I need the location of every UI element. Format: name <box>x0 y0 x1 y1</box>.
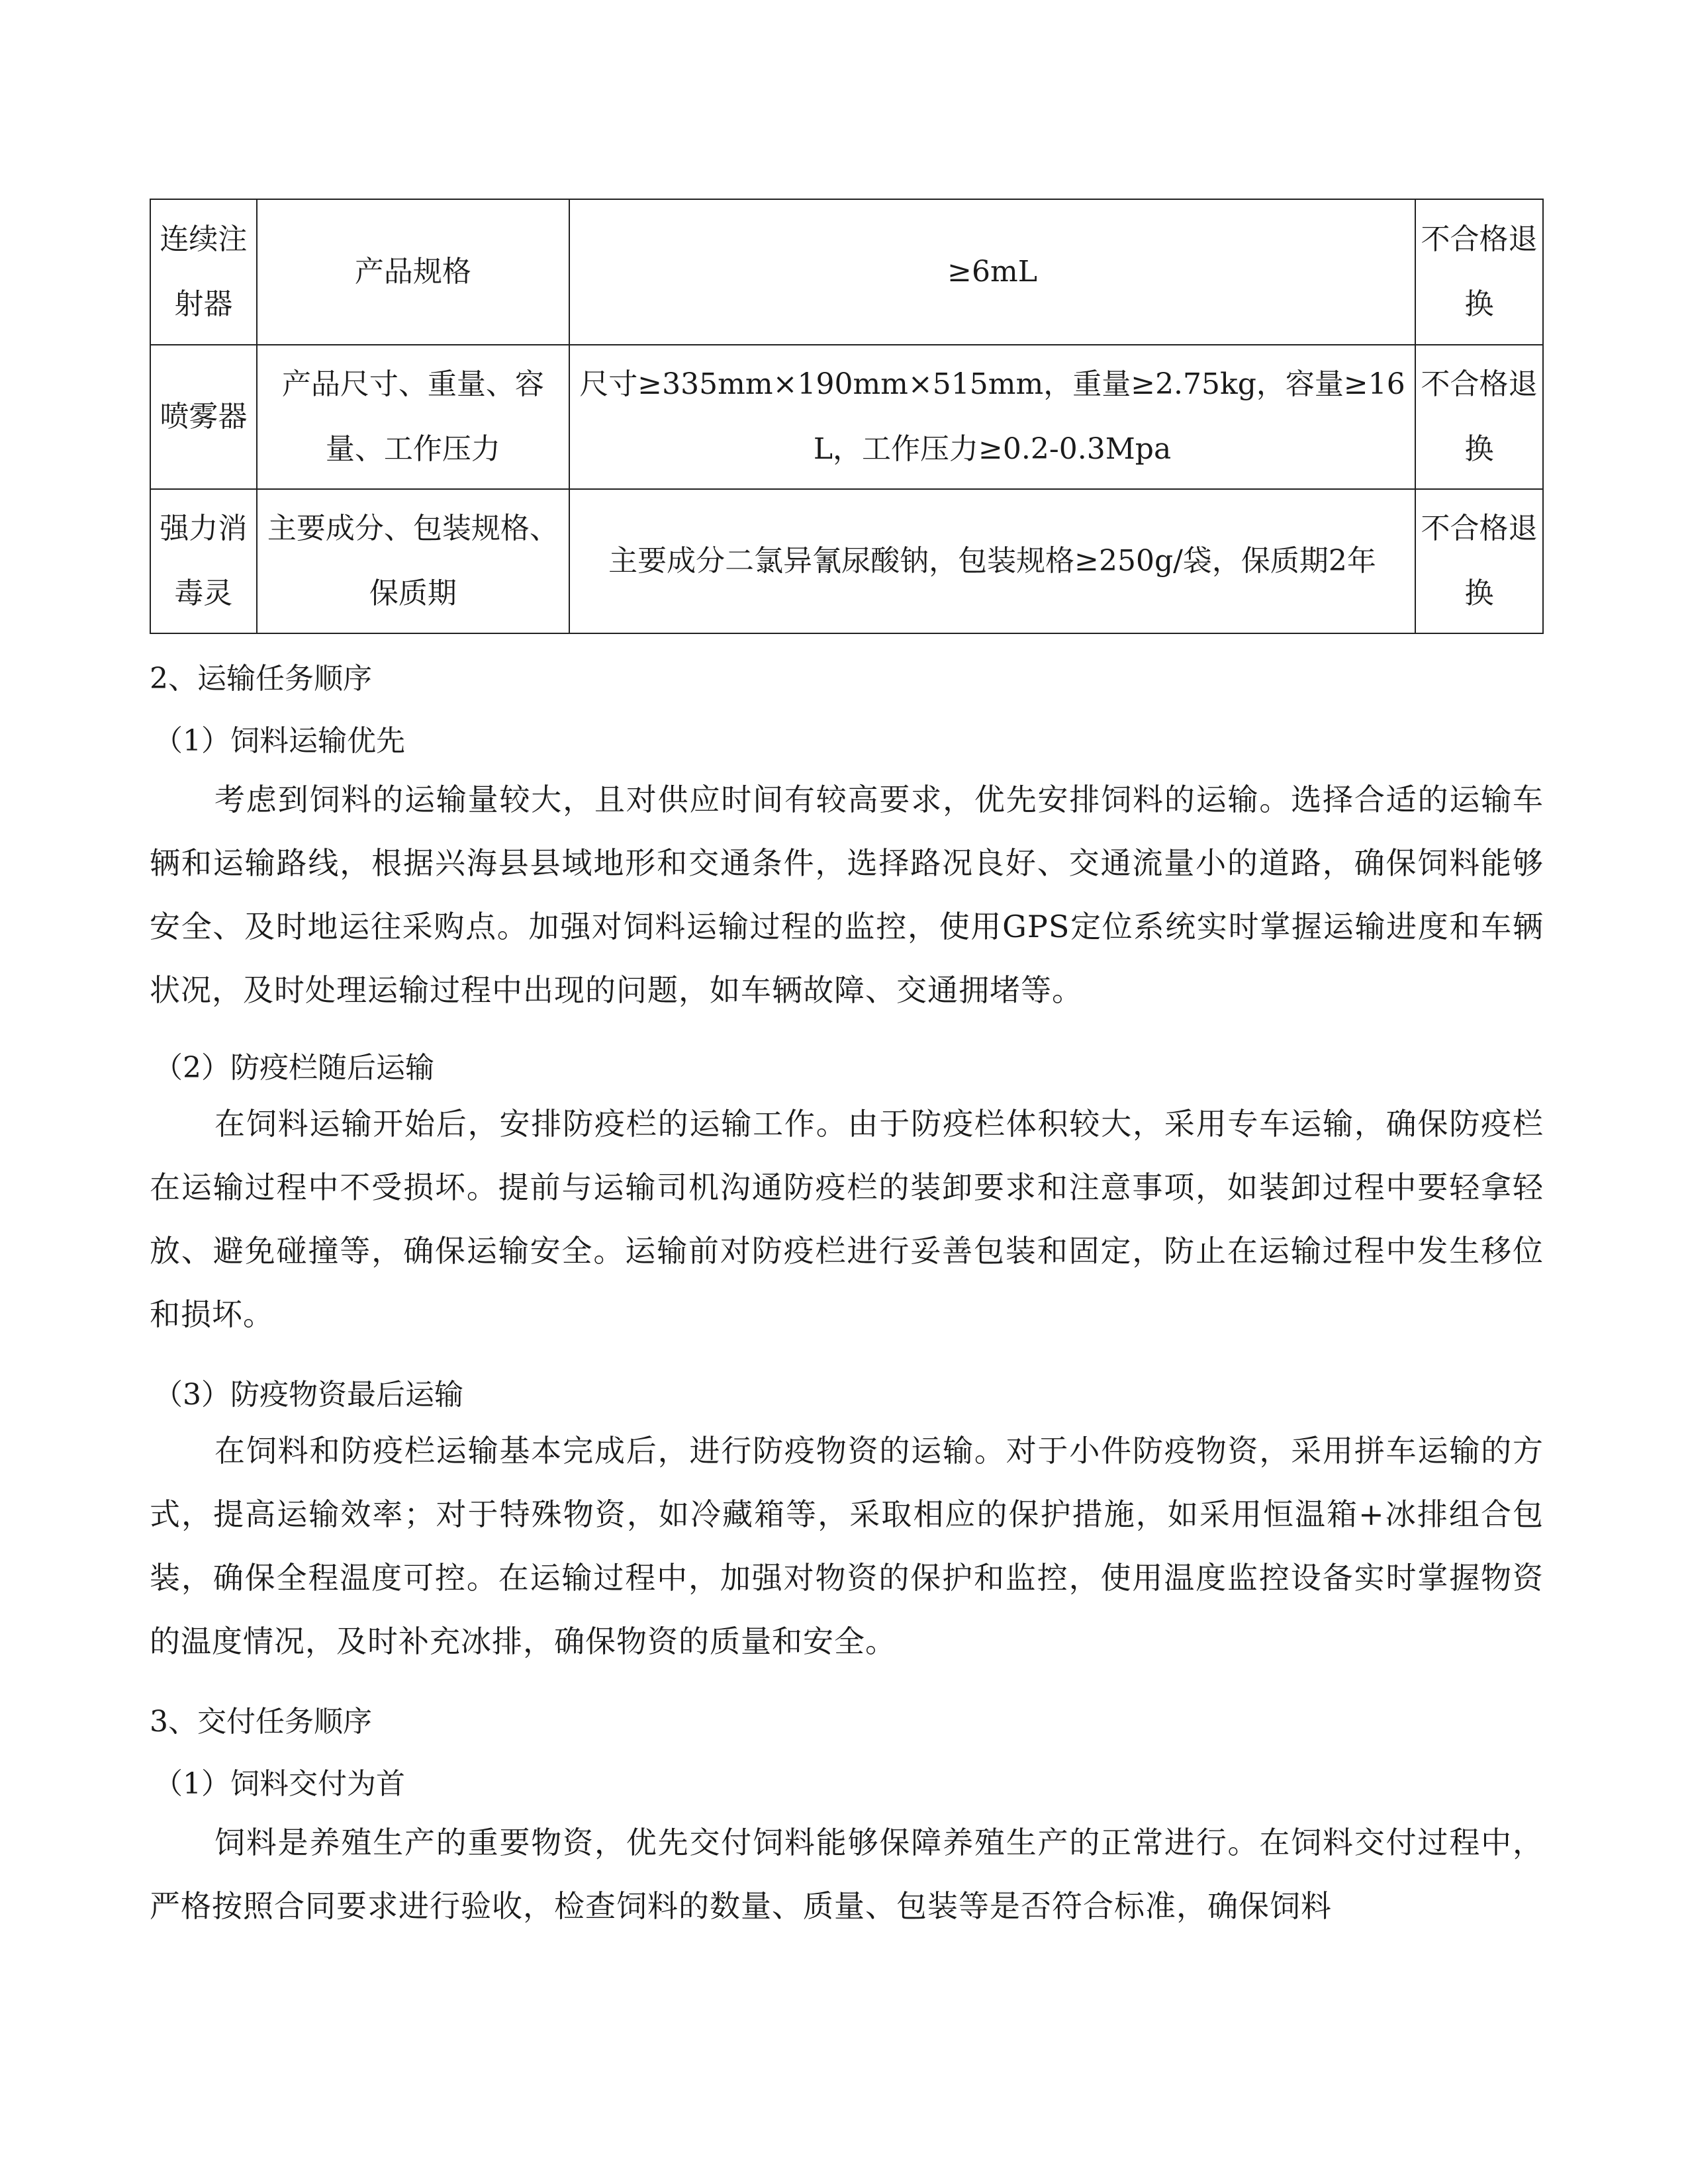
section-3-1-paragraph: 饲料是养殖生产的重要物资，优先交付饲料能够保障养殖生产的正常进行。在饲料交付过程中，严格按照合同要求进行验收，检查饲料的数量、质量、包装等是否符合标准，确保饲料 <box>150 1825 1544 1924</box>
table-cell-item: 连续注射器 <box>150 199 257 345</box>
section-2-2-paragraph: 在饲料运输开始后，安排防疫栏的运输工作。由于防疫栏体积较大，采用专车运输，确保防疫栏在运输过程中不受损坏。提前与运输司机沟通防疫栏的装卸要求和注意事项，如装卸过程中要轻拿轻放、避免碰撞等，确保运输安全。运输前对防疫栏进行妥善包装和固定，防止在运输过程中发生移位和损坏。 <box>150 1106 1544 1332</box>
table-cell-attribute: 主要成分、包装规格、保质期 <box>257 489 569 633</box>
section-2-heading: 2、运输任务顺序 <box>150 662 372 696</box>
table-row <box>150 489 1543 633</box>
table-cell-action: 不合格退换 <box>1415 489 1543 633</box>
table-cell-action: 不合格退换 <box>1415 199 1543 345</box>
section-2-1-heading: （1）饲料运输优先 <box>154 724 405 758</box>
table-row <box>150 199 1543 345</box>
table-cell-item: 强力消毒灵 <box>150 489 257 633</box>
section-2-3-paragraph: 在饲料和防疫栏运输基本完成后，进行防疫物资的运输。对于小件防疫物资，采用拼车运输的方式，提高运输效率；对于特殊物资，如冷藏箱等，采取相应的保护措施，如采用恒温箱+冰排组合包装，确保全程温度可控。在运输过程中，加强对物资的保护和监控，使用温度监控设备实时掌握物资的温度情况，及时补充冰排，确保物资的质量和安全。 <box>150 1433 1544 1659</box>
section-3-1-heading: （1）饲料交付为首 <box>154 1767 405 1801</box>
section-2-2-heading: （2）防疫栏随后运输 <box>154 1051 434 1085</box>
table-row <box>150 345 1543 489</box>
table-cell-requirement: ≥6mL <box>569 199 1415 345</box>
section-2-3-heading: （3）防疫物资最后运输 <box>154 1378 463 1412</box>
table-cell-item: 喷雾器 <box>150 345 257 489</box>
section-3-heading: 3、交付任务顺序 <box>150 1705 372 1739</box>
table-cell-action: 不合格退换 <box>1415 345 1543 489</box>
table-cell-requirement: 主要成分二氯异氰尿酸钠，包装规格≥250g/袋，保质期2年 <box>569 489 1415 633</box>
spec-table <box>150 199 1544 634</box>
table-cell-attribute: 产品尺寸、重量、容量、工作压力 <box>257 345 569 489</box>
table-cell-attribute: 产品规格 <box>257 199 569 345</box>
table-cell-requirement: 尺寸≥335mm×190mm×515mm，重量≥2.75kg，容量≥16L，工作压力≥0.2-0.3Mpa <box>569 345 1415 489</box>
section-2-1-paragraph: 考虑到饲料的运输量较大，且对供应时间有较高要求，优先安排饲料的运输。选择合适的运输车辆和运输路线，根据兴海县县域地形和交通条件，选择路况良好、交通流量小的道路，确保饲料能够安全、及时地运往采购点。加强对饲料运输过程的监控，使用GPS定位系统实时掌握运输进度和车辆状况，及时处理运输过程中出现的问题，如车辆故障、交通拥堵等。 <box>150 782 1544 1008</box>
